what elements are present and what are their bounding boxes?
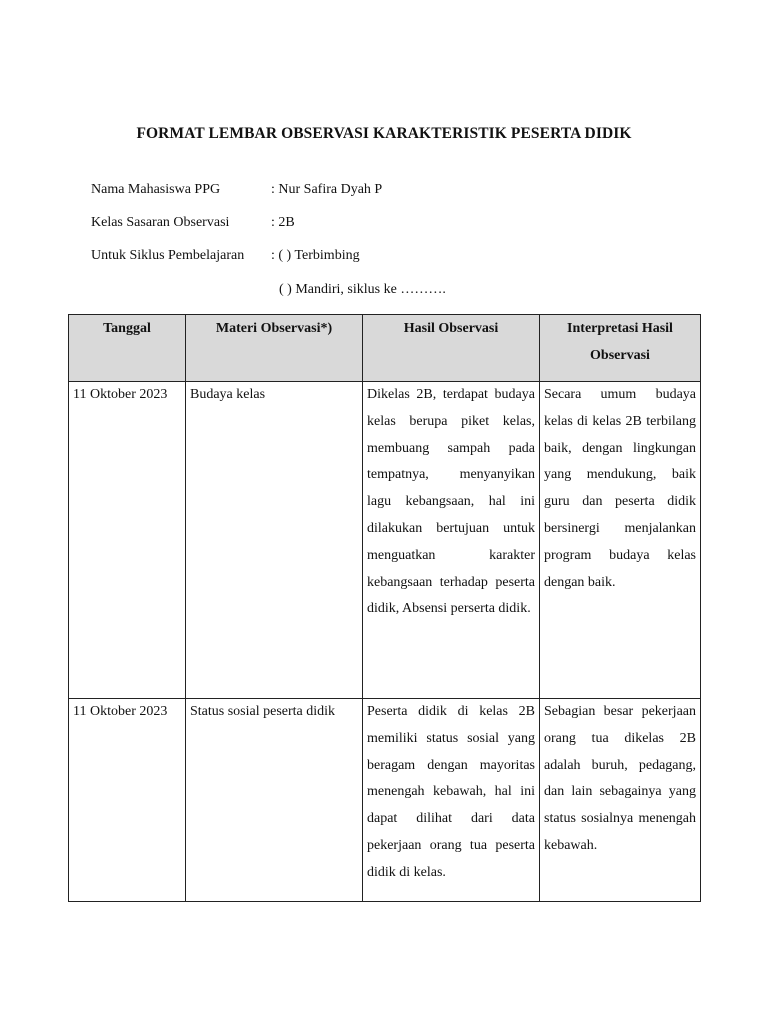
cell-hasil: Dikelas 2B, terdapat budaya kelas berupa piket kelas, membuang sampah pada tempatnya, menyanyikan lagu kebangsaan, hal ini dilakukan bertujuan untuk menguatkan karakter kebangsaan terhadap peserta didik, Absensi perserta didik. — [363, 382, 540, 699]
table-row — [69, 699, 701, 902]
table-header-row — [69, 315, 701, 382]
table-row — [69, 382, 701, 699]
cell-materi: Status sosial peserta didik — [186, 699, 363, 902]
info-value-kelas: : 2B — [271, 215, 295, 230]
observation-table — [68, 314, 701, 902]
info-label-nama: Nama Mahasiswa PPG — [91, 182, 221, 197]
cell-interpretasi: Secara umum budaya kelas di kelas 2B terbilang baik, dengan lingkungan yang mendukung, baik guru dan peserta didik bersinergi menjalankan program budaya kelas dengan baik. — [540, 382, 701, 699]
info-siklus-mandiri: ( ) Mandiri, siklus ke ………. — [279, 282, 446, 297]
header-materi-observasi: Materi Observasi*) — [186, 315, 363, 382]
header-tanggal: Tanggal — [69, 315, 186, 382]
info-label-kelas: Kelas Sasaran Observasi — [91, 215, 230, 230]
cell-tanggal: 11 Oktober 2023 — [69, 699, 186, 902]
cell-hasil: Peserta didik di kelas 2B memiliki status sosial yang beragam dengan mayoritas menengah kebawah, hal ini dapat dilihat dari data pekerjaan orang tua peserta didik di kelas. — [363, 699, 540, 902]
info-value-nama: : Nur Safira Dyah P — [271, 182, 383, 197]
cell-interpretasi: Sebagian besar pekerjaan orang tua dikelas 2B adalah buruh, pedagang, dan lain sebagainya yang status sosialnya menengah kebawah. — [540, 699, 701, 902]
header-hasil-observasi: Hasil Observasi — [363, 315, 540, 382]
header-interpretasi-hasil: Interpretasi Hasil Observasi — [540, 315, 701, 382]
cell-materi: Budaya kelas — [186, 382, 363, 699]
info-value-siklus: : ( ) Terbimbing — [271, 248, 360, 263]
cell-tanggal: 11 Oktober 2023 — [69, 382, 186, 699]
info-label-siklus: Untuk Siklus Pembelajaran — [91, 248, 245, 263]
document-title: FORMAT LEMBAR OBSERVASI KARAKTERISTIK PESERTA DIDIK — [136, 125, 632, 142]
